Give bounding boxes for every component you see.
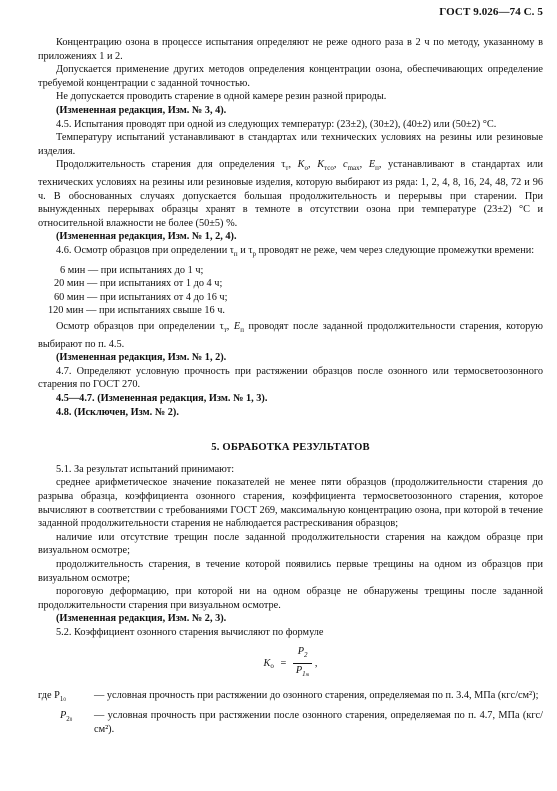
paragraph: Температуру испытаний устанавливают в стандартах или технических условиях на резины или резиновые изделия. bbox=[38, 132, 543, 157]
clause-4-8: 4.8. (Исключен, Изм. № 2). bbox=[56, 406, 179, 418]
clause-5-1: 5.1. За результат испытаний принимают: bbox=[56, 463, 235, 475]
revision-note: (Измененная редакция, Изм. № 1, 2, 4). bbox=[56, 231, 237, 243]
paragraph: пороговую деформацию, при которой ни на одном образце не обнаружены трещины после заданной продолжительности старения при визуальном осмотре. bbox=[38, 586, 543, 611]
list-item: 6 мин — при испытаниях до 1 ч; bbox=[60, 264, 204, 276]
clause-4-6: 4.6. Осмотр образцов при определении $\tau_п$ и $\tau_р$ проводят не реже, чем через следующие промежутки времени: bbox=[56, 244, 535, 258]
clause-4-7: 4.7. Определяют условную прочность при растяжении образцов после озонного или термосветоозонного старения по ГОСТ 270. bbox=[38, 365, 543, 391]
formula: $K_о$ = $\frac{P_2}{P_{1т}}$ , bbox=[38, 645, 543, 685]
document-body bbox=[38, 36, 543, 737]
paragraph-duration: Продолжительность старения для определения $\tau_т$, $K_о$, $K_{тсо}$, $c_{max}$, $Е_п$, устанавливают в стандартах или технических условиях на резины или резиновые изделия, которую выбирают из ряда: 1, 2, 4, 8, 16, 24, 48, 72 и 96 ч. В обоснованных случаях допускается большая продолжительность и перерывы при старении. При вынужденных перерывах образцы хранят в темноте в отсутствии озона при температуре (23±2) °С и относительной влажности не более (50±5) %. bbox=[38, 159, 544, 229]
paragraph: Осмотр образцов при определении $\tau_т$, $Е_п$ проводят после заданной продолжительности старения, которую выбирают по п. 4.5. bbox=[38, 320, 543, 350]
definition-row: где $P_{10}$ — условная прочность при растяжении до озонного старения, определяемая по п. 3.4, МПа (кгс/см²); bbox=[38, 690, 539, 704]
paragraph: Допускается применение других методов определения концентрации озона, обеспечивающих определение требуемой концентрации с заданной точностью. bbox=[38, 64, 543, 89]
paragraph: Не допускается проводить старение в одной камере резин разной природы. bbox=[56, 91, 387, 103]
revision-note: (Измененная редакция, Изм. № 3, 4). bbox=[56, 104, 227, 116]
page-header: ГОСТ 9.026—74 С. 5 bbox=[439, 6, 543, 18]
section-title: 5. ОБРАБОТКА РЕЗУЛЬТАТОВ bbox=[211, 442, 370, 454]
list-item: 120 мин — при испытаниях свыше 16 ч. bbox=[48, 305, 225, 317]
revision-note: 4.5—4.7. (Измененная редакция, Изм. № 1, 3). bbox=[56, 392, 268, 404]
clause-5-2: 5.2. Коэффициент озонного старения вычисляют по формуле bbox=[56, 626, 324, 638]
formula-fraction: $\frac{P_2}{P_{1т}}$ bbox=[293, 645, 312, 682]
list-item: 20 мин — при испытаниях от 1 до 4 ч; bbox=[54, 278, 223, 290]
revision-note: (Измененная редакция, Изм. № 2, 3). bbox=[56, 613, 227, 625]
paragraph: среднее арифметическое значение показателей не менее пяти образцов (продолжительности старения до разрыва образца, коэффициента озонного старения, коэффициента термосветоозонного старения, которое вычисляют в соответствии с требованиями ГОСТ 269, максимальную концентрацию озона, при которой в течение заданной продолжительности старения не наблюдается растрескивания образцов; bbox=[38, 477, 543, 530]
list-item: 60 мин — при испытаниях от 4 до 16 ч; bbox=[54, 291, 228, 303]
clause-4-5: 4.5. Испытания проводят при одной из следующих температур: (23±2), (30±2), (40±2) или (50±2) °С. bbox=[56, 118, 497, 130]
interval-list bbox=[38, 264, 543, 318]
definition-row: $P_{20}$ — условная прочность при растяжении после озонного старения, определяемая по п. 4.7, МПа (кгс/см²). bbox=[60, 710, 543, 735]
paragraph: наличие или отсутствие трещин после заданной продолжительности старения на каждом образце при визуальном осмотре; bbox=[38, 531, 543, 557]
revision-note: (Измененная редакция, Изм. № 1, 2). bbox=[56, 352, 227, 364]
paragraph: Концентрацию озона в процессе испытания определяют не реже одного раза в 2 ч по методу, указанному в приложениях 1 и 2. bbox=[38, 37, 543, 62]
paragraph: продолжительность старения, в течение которой появились первые трещины на одном из образцов при визуальном осмотре; bbox=[38, 558, 543, 584]
